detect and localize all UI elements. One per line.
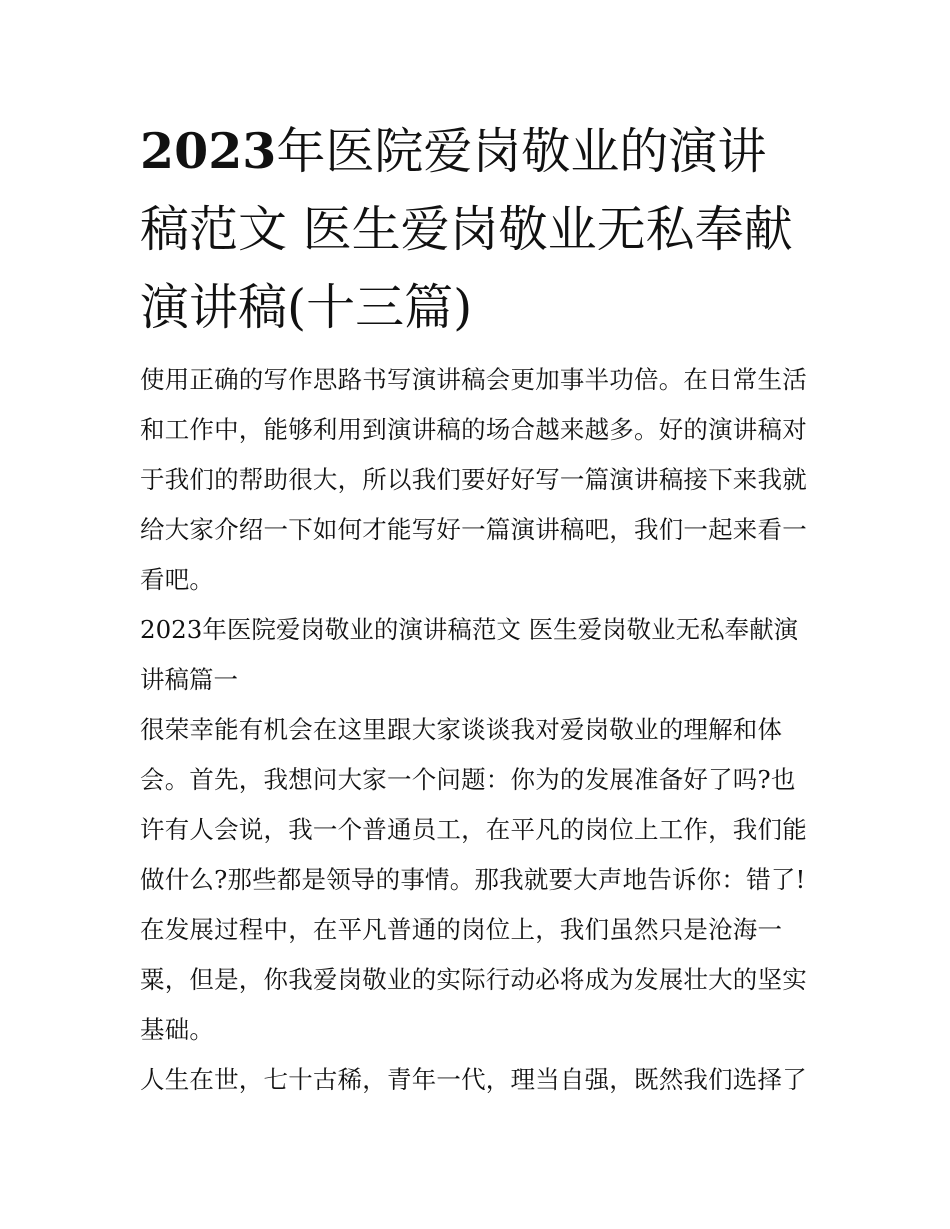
intro-paragraph: 使用正确的写作思路书写演讲稿会更加事半功倍。在日常生活和工作中，能够利用到演讲稿的场合越来越多。好的演讲稿对于我们的帮助很大，所以我们要好好写一篇演讲稿接下来我就给大家介绍一下如何才能写好一篇演讲稿吧，我们一起来看一看吧。 — [140, 365, 807, 594]
body-paragraph-2: 人生在世，七十古稀，青年一代，理当自强，既然我们选择了 — [140, 1065, 807, 1094]
section-heading: 2023年医院爱岗敬业的演讲稿范文 医生爱岗敬业无私奉献演讲稿篇一 — [140, 615, 799, 694]
body-paragraph-1: 很荣幸能有机会在这里跟大家谈谈我对爱岗敬业的理解和体会。首先，我想问大家一个问题：你为的发展准备好了吗?也许有人会说，我一个普通员工，在平凡的岗位上工作，我们能做什么?那些都是领导的事情。那我就要大声地告诉你：错了!在发展过程中，在平凡普通的岗位上，我们虽然只是沧海一粟，但是，你我爱岗敬业的实际行动必将成为发展壮大的坚实基础。 — [140, 715, 807, 1044]
title-text: 年医院爱岗敬业的演讲稿范文 医生爱岗敬业无私奉献演讲稿(十三篇) — [140, 123, 793, 336]
title-year: 2023 — [140, 122, 277, 180]
document-title — [140, 112, 812, 347]
document-content — [140, 112, 812, 1105]
